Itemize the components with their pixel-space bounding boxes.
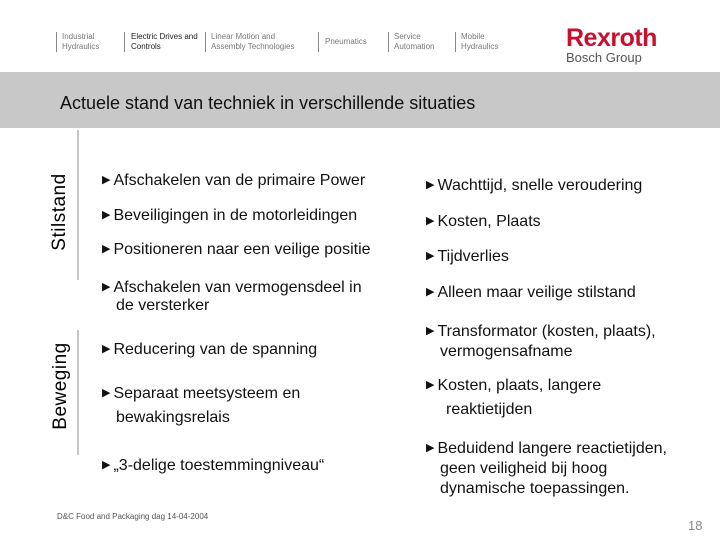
triangle-right-icon: ▶ bbox=[102, 387, 111, 399]
right-item: ▶ Wachttijd, snelle veroudering bbox=[426, 177, 643, 194]
right-item-continuation: geen veiligheid bij hoog bbox=[440, 460, 608, 477]
right-item: ▶ Kosten, Plaats bbox=[426, 213, 541, 230]
right-item-continuation: vermogensafname bbox=[440, 343, 573, 360]
division-pneumatics[interactable]: Pneumatics bbox=[325, 37, 367, 46]
division-service-automation[interactable]: Service Automation bbox=[394, 32, 435, 51]
header-separator bbox=[205, 32, 206, 52]
triangle-right-icon: ▶ bbox=[426, 286, 435, 298]
section-label-stilstand: Stilstand bbox=[49, 173, 70, 251]
triangle-right-icon: ▶ bbox=[102, 209, 111, 221]
triangle-right-icon: ▶ bbox=[426, 179, 435, 191]
header-separator bbox=[56, 32, 57, 52]
triangle-right-icon: ▶ bbox=[102, 343, 111, 355]
left-item-continuation: bewakingsrelais bbox=[116, 409, 230, 426]
header-separator bbox=[388, 32, 389, 52]
header-separator bbox=[455, 32, 456, 52]
division-industrial-hydraulics[interactable]: Industrial Hydraulics bbox=[62, 32, 100, 51]
left-item: ▶ Reducering van de spanning bbox=[102, 341, 318, 358]
triangle-right-icon: ▶ bbox=[102, 243, 111, 255]
right-item: ▶ Alleen maar veilige stilstand bbox=[426, 284, 636, 301]
left-item: ▶ Separaat meetsysteem en bbox=[102, 385, 301, 402]
rexroth-logo: Rexroth bbox=[566, 24, 657, 52]
left-item: ▶ Afschakelen van vermogensdeel in bbox=[102, 279, 362, 296]
left-item: ▶ Positioneren naar een veilige positie bbox=[102, 241, 371, 258]
triangle-right-icon: ▶ bbox=[102, 281, 111, 293]
section-label-beweging: Beweging bbox=[50, 342, 71, 430]
division-mobile-hydraulics[interactable]: Mobile Hydraulics bbox=[461, 32, 499, 51]
right-item: ▶ Beduidend langere reactietijden, bbox=[426, 440, 667, 457]
header-separator bbox=[318, 32, 319, 52]
right-item: ▶ Transformator (kosten, plaats), bbox=[426, 323, 656, 340]
right-item: ▶ Tijdverlies bbox=[426, 248, 509, 265]
division-linear-motion[interactable]: Linear Motion and Assembly Technologies bbox=[211, 32, 295, 51]
section-divider-stilstand bbox=[77, 130, 79, 280]
triangle-right-icon: ▶ bbox=[102, 174, 111, 186]
triangle-right-icon: ▶ bbox=[426, 379, 435, 391]
left-item: ▶ Afschakelen van de primaire Power bbox=[102, 172, 366, 189]
section-divider-beweging bbox=[77, 330, 79, 455]
division-electric-drives[interactable]: Electric Drives and Controls bbox=[131, 32, 198, 51]
triangle-right-icon: ▶ bbox=[426, 215, 435, 227]
left-item: ▶ „3-delige toestemmingniveau“ bbox=[102, 457, 325, 474]
page-title: Actuele stand van techniek in verschillende situaties bbox=[60, 93, 476, 113]
page-number: 18 bbox=[688, 518, 703, 533]
header-separator bbox=[124, 32, 125, 52]
left-item-continuation: de versterker bbox=[116, 297, 210, 314]
bosch-group-logo: Bosch Group bbox=[566, 50, 642, 65]
triangle-right-icon: ▶ bbox=[426, 250, 435, 262]
right-item-continuation: dynamische toepassingen. bbox=[440, 480, 630, 497]
right-item: ▶ Kosten, plaats, langere bbox=[426, 377, 602, 394]
left-item: ▶ Beveiligingen in de motorleidingen bbox=[102, 207, 358, 224]
triangle-right-icon: ▶ bbox=[426, 325, 435, 337]
triangle-right-icon: ▶ bbox=[426, 442, 435, 454]
triangle-right-icon: ▶ bbox=[102, 459, 111, 471]
footer-text: D&C Food and Packaging dag 14-04-2004 bbox=[57, 512, 209, 521]
right-item-continuation: reaktietijden bbox=[446, 401, 533, 418]
